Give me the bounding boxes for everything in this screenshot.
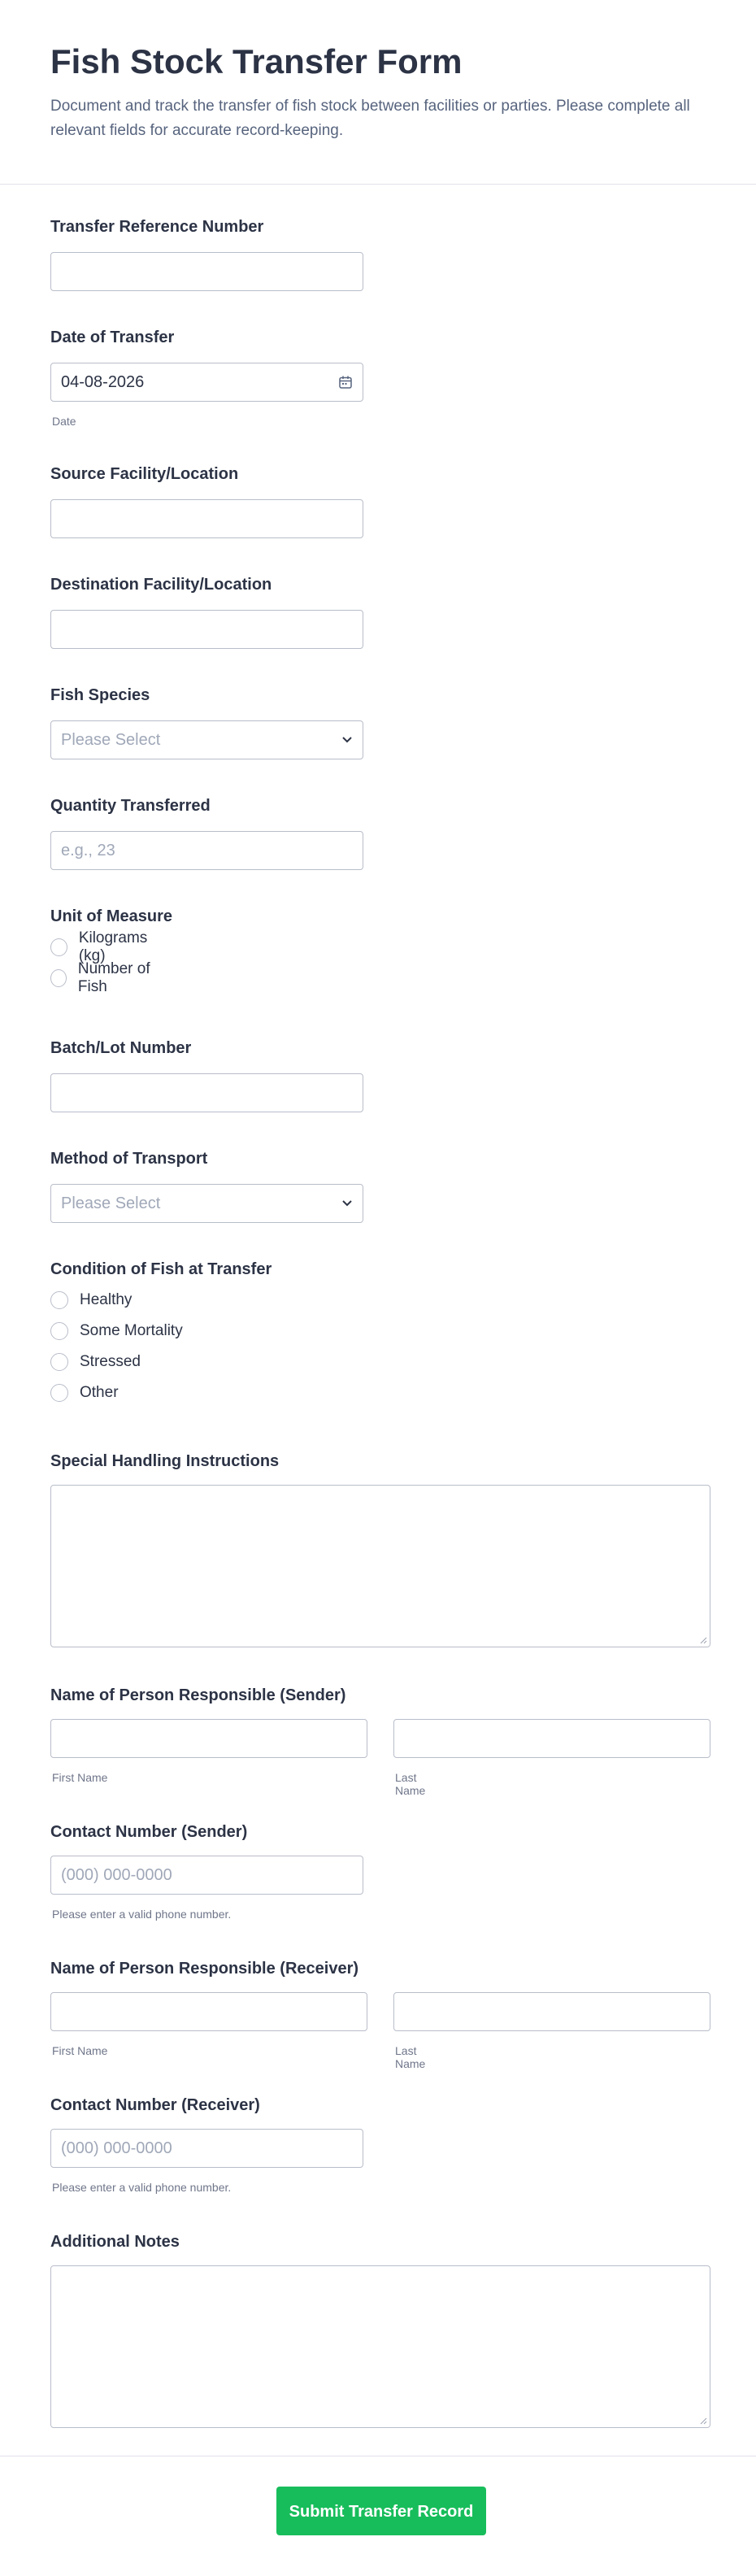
- field-label: Contact Number (Sender): [50, 1823, 248, 1841]
- radio-button[interactable]: [50, 969, 67, 987]
- radio-option-stressed[interactable]: [50, 1351, 141, 1373]
- field-method-of-transport: [50, 1148, 208, 1212]
- source-facility-input[interactable]: [50, 499, 363, 538]
- field-label: Contact Number (Receiver): [50, 2096, 260, 2114]
- select-value: Please Select: [61, 1194, 161, 1212]
- form-description: Document and track the transfer of fish stock between facilities or parties. Please complete all relevant fields for accurate record-keeping.: [50, 98, 690, 139]
- field-label: Transfer Reference Number: [50, 218, 264, 236]
- radio-label: Number of Fish: [77, 960, 150, 995]
- field-batch-lot-number: [50, 1038, 191, 1059]
- radio-option-kilograms[interactable]: [50, 929, 172, 964]
- field-label: Source Facility/Location: [50, 465, 239, 483]
- field-label: Date of Transfer: [50, 329, 175, 346]
- radio-button[interactable]: [50, 938, 67, 956]
- batch-lot-input[interactable]: [50, 1073, 363, 1112]
- field-label: Condition of Fish at Transfer: [50, 1260, 272, 1278]
- field-label: Quantity Transferred: [50, 797, 211, 815]
- form-header: [0, 0, 756, 185]
- radio-option-healthy[interactable]: [50, 1290, 132, 1311]
- first-name-sublabel: First Name: [52, 2044, 108, 2057]
- field-label: Name of Person Responsible (Receiver): [50, 1960, 359, 1978]
- first-name-sublabel: First Name: [52, 1771, 108, 1784]
- field-quantity-transferred: [50, 795, 211, 859]
- field-sender-name: [50, 1685, 426, 1797]
- radio-option-other[interactable]: [50, 1382, 119, 1403]
- field-label: Method of Transport: [50, 1150, 208, 1168]
- date-input[interactable]: [50, 363, 363, 402]
- phone-sublabel: Please enter a valid phone number.: [52, 2181, 232, 2194]
- field-label: Destination Facility/Location: [50, 576, 272, 594]
- resize-handle-icon[interactable]: [699, 1636, 707, 1644]
- radio-button[interactable]: [50, 1322, 68, 1340]
- destination-facility-input[interactable]: [50, 610, 363, 649]
- radio-button[interactable]: [50, 1384, 68, 1402]
- radio-label: Kilograms (kg): [78, 929, 148, 964]
- field-source-facility: [50, 463, 238, 485]
- date-sublabel: Date: [52, 415, 76, 428]
- field-fish-species: [50, 685, 161, 749]
- field-label: Name of Person Responsible (Sender): [50, 1686, 346, 1704]
- form-title: Fish Stock Transfer Form: [50, 42, 463, 80]
- calendar-icon[interactable]: [338, 375, 353, 389]
- chevron-down-icon: [341, 736, 353, 744]
- radio-button[interactable]: [50, 1353, 68, 1371]
- field-fish-condition: [50, 1259, 272, 1401]
- field-special-handling: [50, 1451, 279, 1472]
- fish-species-select[interactable]: [50, 720, 363, 759]
- chevron-down-icon: [341, 1199, 353, 1208]
- sender-last-name-input[interactable]: [393, 1719, 710, 1758]
- transfer-reference-input[interactable]: [50, 252, 363, 291]
- radio-label: Other: [80, 1384, 119, 1401]
- receiver-first-name-input[interactable]: [50, 1992, 367, 2031]
- resize-handle-icon[interactable]: [699, 2417, 707, 2425]
- field-label: Additional Notes: [50, 2233, 180, 2251]
- field-additional-notes: [50, 2231, 180, 2252]
- select-value: Please Select: [61, 731, 161, 749]
- field-transfer-reference: [50, 216, 263, 237]
- submit-transfer-button[interactable]: Submit Transfer Record: [276, 2487, 486, 2535]
- field-destination-facility: [50, 574, 272, 595]
- field-receiver-name: [50, 1958, 426, 2070]
- last-name-sublabel: Last Name: [395, 2044, 426, 2070]
- radio-option-number-of-fish[interactable]: [50, 960, 172, 995]
- additional-notes-textarea[interactable]: [50, 2265, 710, 2428]
- field-unit-of-measure: [50, 906, 173, 995]
- field-receiver-phone: [50, 2095, 260, 2194]
- receiver-phone-input[interactable]: (000) 000-0000: [50, 2129, 363, 2168]
- sender-first-name-input[interactable]: [50, 1719, 367, 1758]
- field-sender-phone: [50, 1821, 248, 1921]
- receiver-last-name-input[interactable]: [393, 1992, 710, 2031]
- sender-phone-input[interactable]: (000) 000-0000: [50, 1856, 363, 1895]
- radio-button[interactable]: [50, 1291, 68, 1309]
- radio-label: Stressed: [80, 1353, 141, 1370]
- field-label: Fish Species: [50, 686, 150, 704]
- transport-method-select[interactable]: [50, 1184, 363, 1223]
- field-label: Unit of Measure: [50, 907, 173, 925]
- radio-option-some-mortality[interactable]: [50, 1321, 183, 1342]
- field-label: Special Handling Instructions: [50, 1452, 280, 1470]
- date-value: 04-08-2026: [61, 373, 145, 391]
- field-date-of-transfer: [50, 327, 175, 428]
- radio-label: Healthy: [80, 1291, 133, 1308]
- radio-label: Some Mortality: [80, 1322, 183, 1339]
- special-handling-textarea[interactable]: [50, 1485, 710, 1647]
- quantity-input[interactable]: e.g., 23: [50, 831, 363, 870]
- field-label: Batch/Lot Number: [50, 1039, 192, 1057]
- phone-sublabel: Please enter a valid phone number.: [52, 1908, 232, 1921]
- last-name-sublabel: Last Name: [395, 1771, 426, 1797]
